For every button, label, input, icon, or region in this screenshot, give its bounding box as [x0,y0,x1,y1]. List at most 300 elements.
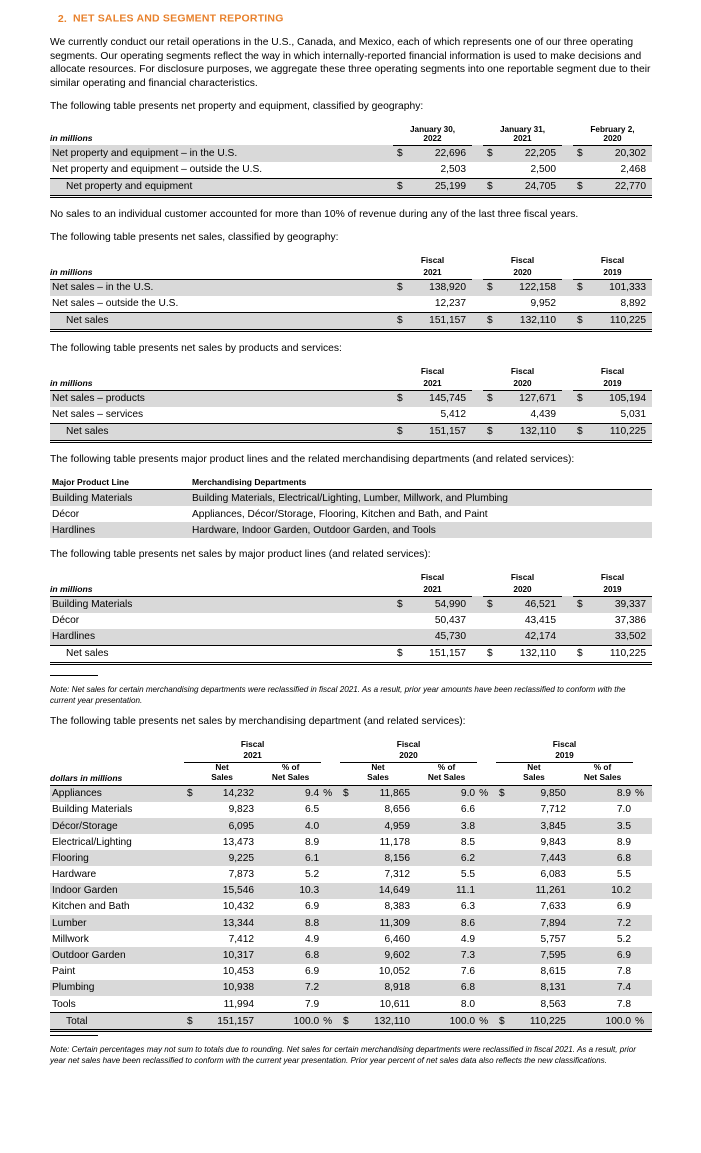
currency-symbol [340,834,355,850]
cell-pct-net-sales: 6.8 [460,982,476,994]
spacer [472,573,483,584]
currency-symbol: $ [483,312,500,330]
empty-cell [50,739,184,750]
cell-value: 42,174 [524,631,556,643]
table-header-fiscal-row [50,739,652,750]
currency-symbol [496,996,511,1013]
year-label-1: 2020 [340,750,477,763]
cell-net-sales: 7,412 [228,933,255,945]
spacer [472,423,483,441]
row-label: Net property and equipment [50,178,393,196]
cell-pct-net-sales: 7.8 [616,998,632,1010]
table-row [50,296,652,313]
cell-pct-net-sales: 8.6 [460,917,476,929]
cell-net-sales: 10,453 [222,966,255,978]
percent-symbol [321,850,340,866]
cell-value: 54,990 [434,599,466,611]
cell-value: 2,500 [530,164,556,176]
cell-pct-net-sales: 7.0 [616,804,632,816]
currency-symbol [340,850,355,866]
percent-symbol [321,996,340,1013]
cell-pct-net-sales: 10.3 [299,885,320,897]
table-row [50,818,652,834]
row-label: Hardware [52,869,97,881]
column-header-year-1: 2020 [483,267,562,280]
spacer [562,312,573,330]
currency-symbol [184,866,199,882]
cell-value: 25,199 [410,178,472,196]
currency-symbol: $ [573,645,590,663]
lead-ppe: The following table presents net property and equipment, classified by geography: [50,101,424,113]
cell-value: 110,225 [590,645,652,663]
currency-symbol: $ [397,393,403,405]
cell-value: 132,110 [500,423,562,441]
cell-pct-net-sales: 7.9 [304,998,320,1010]
cell-net-sales: 11,178 [379,836,411,848]
currency-symbol [184,818,199,834]
table-header-row-year [50,584,652,597]
percent-symbol: % [633,1013,652,1031]
spacer [477,750,496,763]
table-row [50,645,652,663]
currency-symbol [340,931,355,947]
percent-symbol [633,802,652,818]
percent-symbol [321,866,340,882]
percent-symbol [321,931,340,947]
percent-symbol [633,899,652,915]
cell-net-sales: 8,918 [384,982,411,994]
currency-symbol [483,613,500,629]
table-subheader-row [50,763,652,785]
table-row [50,980,652,996]
percent-symbol [477,947,496,963]
table-major-product-lines [50,477,652,538]
cell-net-sales: 7,443 [540,852,566,864]
cell-net-sales: 7,633 [540,901,566,913]
row-label: Tools [52,998,76,1010]
cell-net-sales: 6,460 [384,933,411,945]
percent-symbol [633,883,652,899]
spacer [472,407,483,424]
currency-symbol [340,899,355,915]
spacer [562,256,573,267]
currency-symbol [393,629,410,646]
cell-net-sales: 10,317 [222,950,255,961]
cell-value: 43,415 [524,615,556,627]
currency-symbol: $ [483,645,500,663]
percent-symbol [321,818,340,834]
cell-net-sales: 9,823 [228,804,255,816]
cell-value: 110,225 [590,423,652,441]
table-row [50,178,652,196]
subheader-net-sales-1: Net Sales [340,763,416,785]
cell-value: 8,892 [620,298,646,310]
row-label: Décor [52,615,80,627]
spacer [562,145,573,162]
currency-symbol [184,802,199,818]
currency-symbol [393,407,410,424]
currency-symbol [393,613,410,629]
percent-symbol [477,980,496,996]
cell-net-sales: 8,615 [540,966,566,978]
spacer [472,145,483,162]
column-header-fiscal-1: Fiscal [510,366,535,376]
currency-symbol: $ [577,282,583,294]
currency-symbol [483,296,500,313]
unit-label: in millions [50,584,393,597]
currency-symbol [496,850,511,866]
table-header-row-year [50,378,652,391]
cell-pct-net-sales: 3.8 [460,820,476,832]
row-label: Net sales – services [52,409,144,421]
table-net-sales-products-services [50,367,652,443]
currency-symbol [184,931,199,947]
row-label: Net sales [50,645,393,663]
year-label-2: 2019 [496,750,633,763]
row-label: Net sales – products [52,393,145,405]
section-heading [50,10,652,27]
column-header-fiscal-0: Fiscal [420,255,445,265]
currency-symbol: $ [487,393,493,405]
percent-symbol [477,834,496,850]
cell-net-sales: 7,595 [540,950,566,961]
percent-symbol [633,980,652,996]
percent-symbol [477,866,496,882]
currency-symbol [184,980,199,996]
merchandising-departments: Hardware, Indoor Garden, Outdoor Garden, and Tools [192,524,436,536]
cell-value: 22,696 [434,148,466,160]
currency-symbol [496,866,511,882]
cell-value: 110,225 [590,312,652,330]
currency-symbol [184,834,199,850]
empty-cell [50,750,184,763]
table-row [50,947,652,963]
currency-symbol [340,996,355,1013]
column-header-2: February 2, 2020 [573,125,652,145]
currency-symbol [496,947,511,963]
spacer [472,279,483,296]
cell-net-sales: 10,432 [222,901,255,913]
cell-net-sales: 9,850 [540,788,566,800]
row-label: Plumbing [52,982,95,994]
spacer [562,296,573,313]
cell-net-sales: 14,232 [222,788,255,800]
cell-value: 122,158 [519,282,556,294]
row-label: Hardlines [52,631,96,643]
cell-pct-net-sales: 100.0 [260,1013,321,1031]
cell-value: 101,333 [609,282,646,294]
spacer [562,378,573,391]
spacer [562,162,573,179]
empty-cell [50,367,393,378]
percent-symbol [633,818,652,834]
cell-pct-net-sales: 7.4 [616,982,632,994]
unit-label: in millions [50,267,393,280]
section-title: NET SALES AND SEGMENT REPORTING [73,12,284,25]
cell-value: 132,110 [500,312,562,330]
row-label: Outdoor Garden [52,950,126,961]
table-row [50,931,652,947]
currency-symbol: $ [340,1013,355,1031]
currency-symbol: $ [573,423,590,441]
currency-symbol [340,915,355,931]
currency-symbol [573,407,590,424]
cell-net-sales: 110,225 [511,1013,572,1031]
subheader-pct-net-sales-2: % of Net Sales [572,763,633,785]
percent-symbol [477,915,496,931]
spacer [562,584,573,597]
table-row [50,802,652,818]
spacer [472,267,483,280]
cell-pct-net-sales: 100.0 [416,1013,477,1031]
table-row [50,850,652,866]
table-row [50,423,652,441]
cell-pct-net-sales: 6.8 [304,950,320,961]
column-header-year-1: 2020 [483,584,562,597]
cell-pct-net-sales: 6.5 [304,804,320,816]
spacer [321,739,340,750]
cell-pct-net-sales: 6.9 [304,901,320,913]
currency-symbol [184,883,199,899]
currency-symbol [184,947,199,963]
spacer [321,763,340,785]
table-row [50,834,652,850]
percent-symbol [477,996,496,1013]
percent-symbol: % [479,788,489,800]
table-row [50,390,652,407]
cell-pct-net-sales: 4.0 [304,820,320,832]
column-header-1: January 31, 2021 [483,125,562,145]
table-header-row [50,477,652,490]
cell-net-sales: 11,309 [379,917,411,929]
cell-pct-net-sales: 8.9 [304,836,320,848]
currency-symbol: $ [496,1013,511,1031]
column-header-year-2: 2019 [573,267,652,280]
cell-net-sales: 7,873 [228,869,255,881]
lead-net-sales-major-lines: The following table presents net sales by major product lines (and related services): [50,549,431,561]
cell-net-sales: 8,383 [384,901,411,913]
currency-symbol [483,629,500,646]
spacer [562,407,573,424]
cell-net-sales: 13,473 [222,836,255,848]
currency-symbol: $ [342,788,349,800]
column-header-year-2: 2019 [573,378,652,391]
note-rule-2 [50,1035,98,1036]
percent-symbol [321,915,340,931]
currency-symbol [496,915,511,931]
lead-major-product-lines: The following table presents major product lines and the related merchandising departments (and related services): [50,453,575,465]
percent-symbol: % [323,788,333,800]
currency-symbol [184,915,199,931]
spacer [472,629,483,646]
row-label: Net property and equipment – outside the U.S. [52,164,263,176]
subheader-pct-net-sales-0: % of Net Sales [260,763,321,785]
cell-net-sales: 11,865 [379,788,411,800]
column-header-fiscal-2: Fiscal [600,572,625,582]
cell-value: 2,503 [440,164,466,176]
cell-pct-net-sales: 8.0 [460,998,476,1010]
percent-symbol [633,964,652,980]
row-label: Net sales [50,312,393,330]
subheader-net-sales-0: Net Sales [184,763,260,785]
cell-pct-net-sales: 8.9 [616,836,632,848]
cell-pct-net-sales: 5.2 [616,933,632,945]
header-merchandising-departments: Merchandising Departments [190,477,652,490]
table-header-year-row [50,750,652,763]
cell-net-sales: 13,344 [222,917,255,929]
row-label: Flooring [52,852,89,864]
table-row [50,629,652,646]
cell-pct-net-sales: 6.2 [460,852,476,864]
spacer [562,279,573,296]
table-row [50,964,652,980]
table-row [50,899,652,915]
cell-pct-net-sales: 8.5 [460,836,476,848]
percent-symbol [321,834,340,850]
currency-symbol: $ [397,148,403,160]
currency-symbol: $ [393,423,410,441]
cell-value: 9,952 [530,298,556,310]
currency-symbol: $ [487,282,493,294]
currency-symbol: $ [393,312,410,330]
table-row [50,279,652,296]
cell-net-sales: 15,546 [222,885,255,897]
cell-pct-net-sales: 7.2 [304,982,320,994]
table-row [50,596,652,613]
percent-symbol [321,899,340,915]
cell-pct-net-sales: 3.5 [616,820,632,832]
cell-value: 145,745 [429,393,466,405]
fiscal-label-2: Fiscal [552,739,577,750]
spacer [472,162,483,179]
currency-symbol: $ [483,423,500,441]
cell-pct-net-sales: 5.2 [304,869,320,881]
spacer [633,750,652,763]
spacer [472,645,483,663]
spacer [633,763,652,785]
year-label-0: 2021 [184,750,321,763]
row-label: Décor/Storage [52,820,118,832]
cell-pct-net-sales: 4.9 [304,933,320,945]
cell-value: 20,302 [614,148,646,160]
cell-pct-net-sales: 6.1 [304,852,320,864]
cell-pct-net-sales: 9.0 [460,788,476,800]
column-header-fiscal-0: Fiscal [420,366,445,376]
table-net-sales-merchandising-department [50,739,652,1032]
cell-net-sales: 7,894 [540,917,566,929]
row-label: Lumber [52,917,87,929]
lead-merchandising-department: The following table presents net sales by merchandising department (and related services): [50,715,466,727]
spacer [633,739,652,750]
cell-pct-net-sales: 5.5 [460,869,476,881]
unit-label: in millions [50,378,393,391]
cell-net-sales: 9,225 [228,852,255,864]
cell-pct-net-sales: 10.2 [611,885,632,897]
row-label: Electrical/Lighting [52,836,132,848]
currency-symbol: $ [573,178,590,196]
currency-symbol [340,947,355,963]
cell-net-sales: 6,095 [228,820,255,832]
cell-net-sales: 7,312 [384,869,411,881]
cell-pct-net-sales: 5.5 [616,869,632,881]
table-net-sales-major-product-lines [50,573,652,665]
cell-pct-net-sales: 6.3 [460,901,476,913]
header-major-product-line: Major Product Line [50,477,190,490]
table-row [50,506,652,522]
currency-symbol [184,964,199,980]
currency-symbol [184,996,199,1013]
cell-value: 151,157 [410,645,472,663]
no-sales-paragraph: No sales to an individual customer accounted for more than 10% of revenue during any of the last three fiscal years. [50,208,579,220]
cell-value: 151,157 [410,312,472,330]
percent-symbol [321,947,340,963]
cell-pct-net-sales: 8.9 [616,788,632,800]
spacer [472,125,483,145]
table-row [50,1013,652,1031]
spacer [477,739,496,750]
table-row [50,162,652,179]
spacer [477,763,496,785]
row-label: Indoor Garden [52,885,118,897]
spacer [562,596,573,613]
subheader-net-sales-2: Net Sales [496,763,572,785]
column-header-year-1: 2020 [483,378,562,391]
percent-symbol: % [635,788,645,800]
cell-net-sales: 11,261 [535,885,566,897]
currency-symbol: $ [187,788,193,800]
cell-net-sales: 10,938 [222,982,255,994]
percent-symbol [477,802,496,818]
cell-pct-net-sales: 7.6 [460,966,476,978]
spacer [562,267,573,280]
cell-pct-net-sales: 4.9 [460,933,476,945]
cell-value: 5,412 [440,409,466,421]
currency-symbol: $ [397,282,403,294]
currency-symbol: $ [577,599,583,611]
currency-symbol [573,613,590,629]
cell-value: 50,437 [434,615,466,627]
column-header-0: January 30, 2022 [393,125,472,145]
currency-symbol: $ [487,599,493,611]
currency-symbol [184,899,199,915]
empty-cell [50,573,393,584]
cell-net-sales: 11,994 [223,998,255,1010]
column-header-year-0: 2021 [393,378,472,391]
cell-net-sales: 8,156 [384,852,411,864]
table-row [50,996,652,1013]
section-number: 2. [57,12,67,25]
table-header-row [50,125,652,145]
cell-value: 12,237 [434,298,466,310]
cell-value: 151,157 [410,423,472,441]
cell-value: 22,205 [524,148,556,160]
cell-pct-net-sales: 6.9 [616,950,632,961]
table-header-row-top [50,573,652,584]
cell-net-sales: 8,656 [384,804,411,816]
percent-symbol [477,883,496,899]
column-header-fiscal-1: Fiscal [510,572,535,582]
cell-net-sales: 5,757 [540,933,566,945]
cell-pct-net-sales: 7.2 [616,917,632,929]
cell-value: 24,705 [500,178,562,196]
row-label: Kitchen and Bath [52,901,130,913]
row-label: Total [50,1013,184,1031]
table-row [50,883,652,899]
currency-symbol [483,407,500,424]
spacer [472,390,483,407]
spacer [562,573,573,584]
currency-symbol: $ [577,148,583,160]
